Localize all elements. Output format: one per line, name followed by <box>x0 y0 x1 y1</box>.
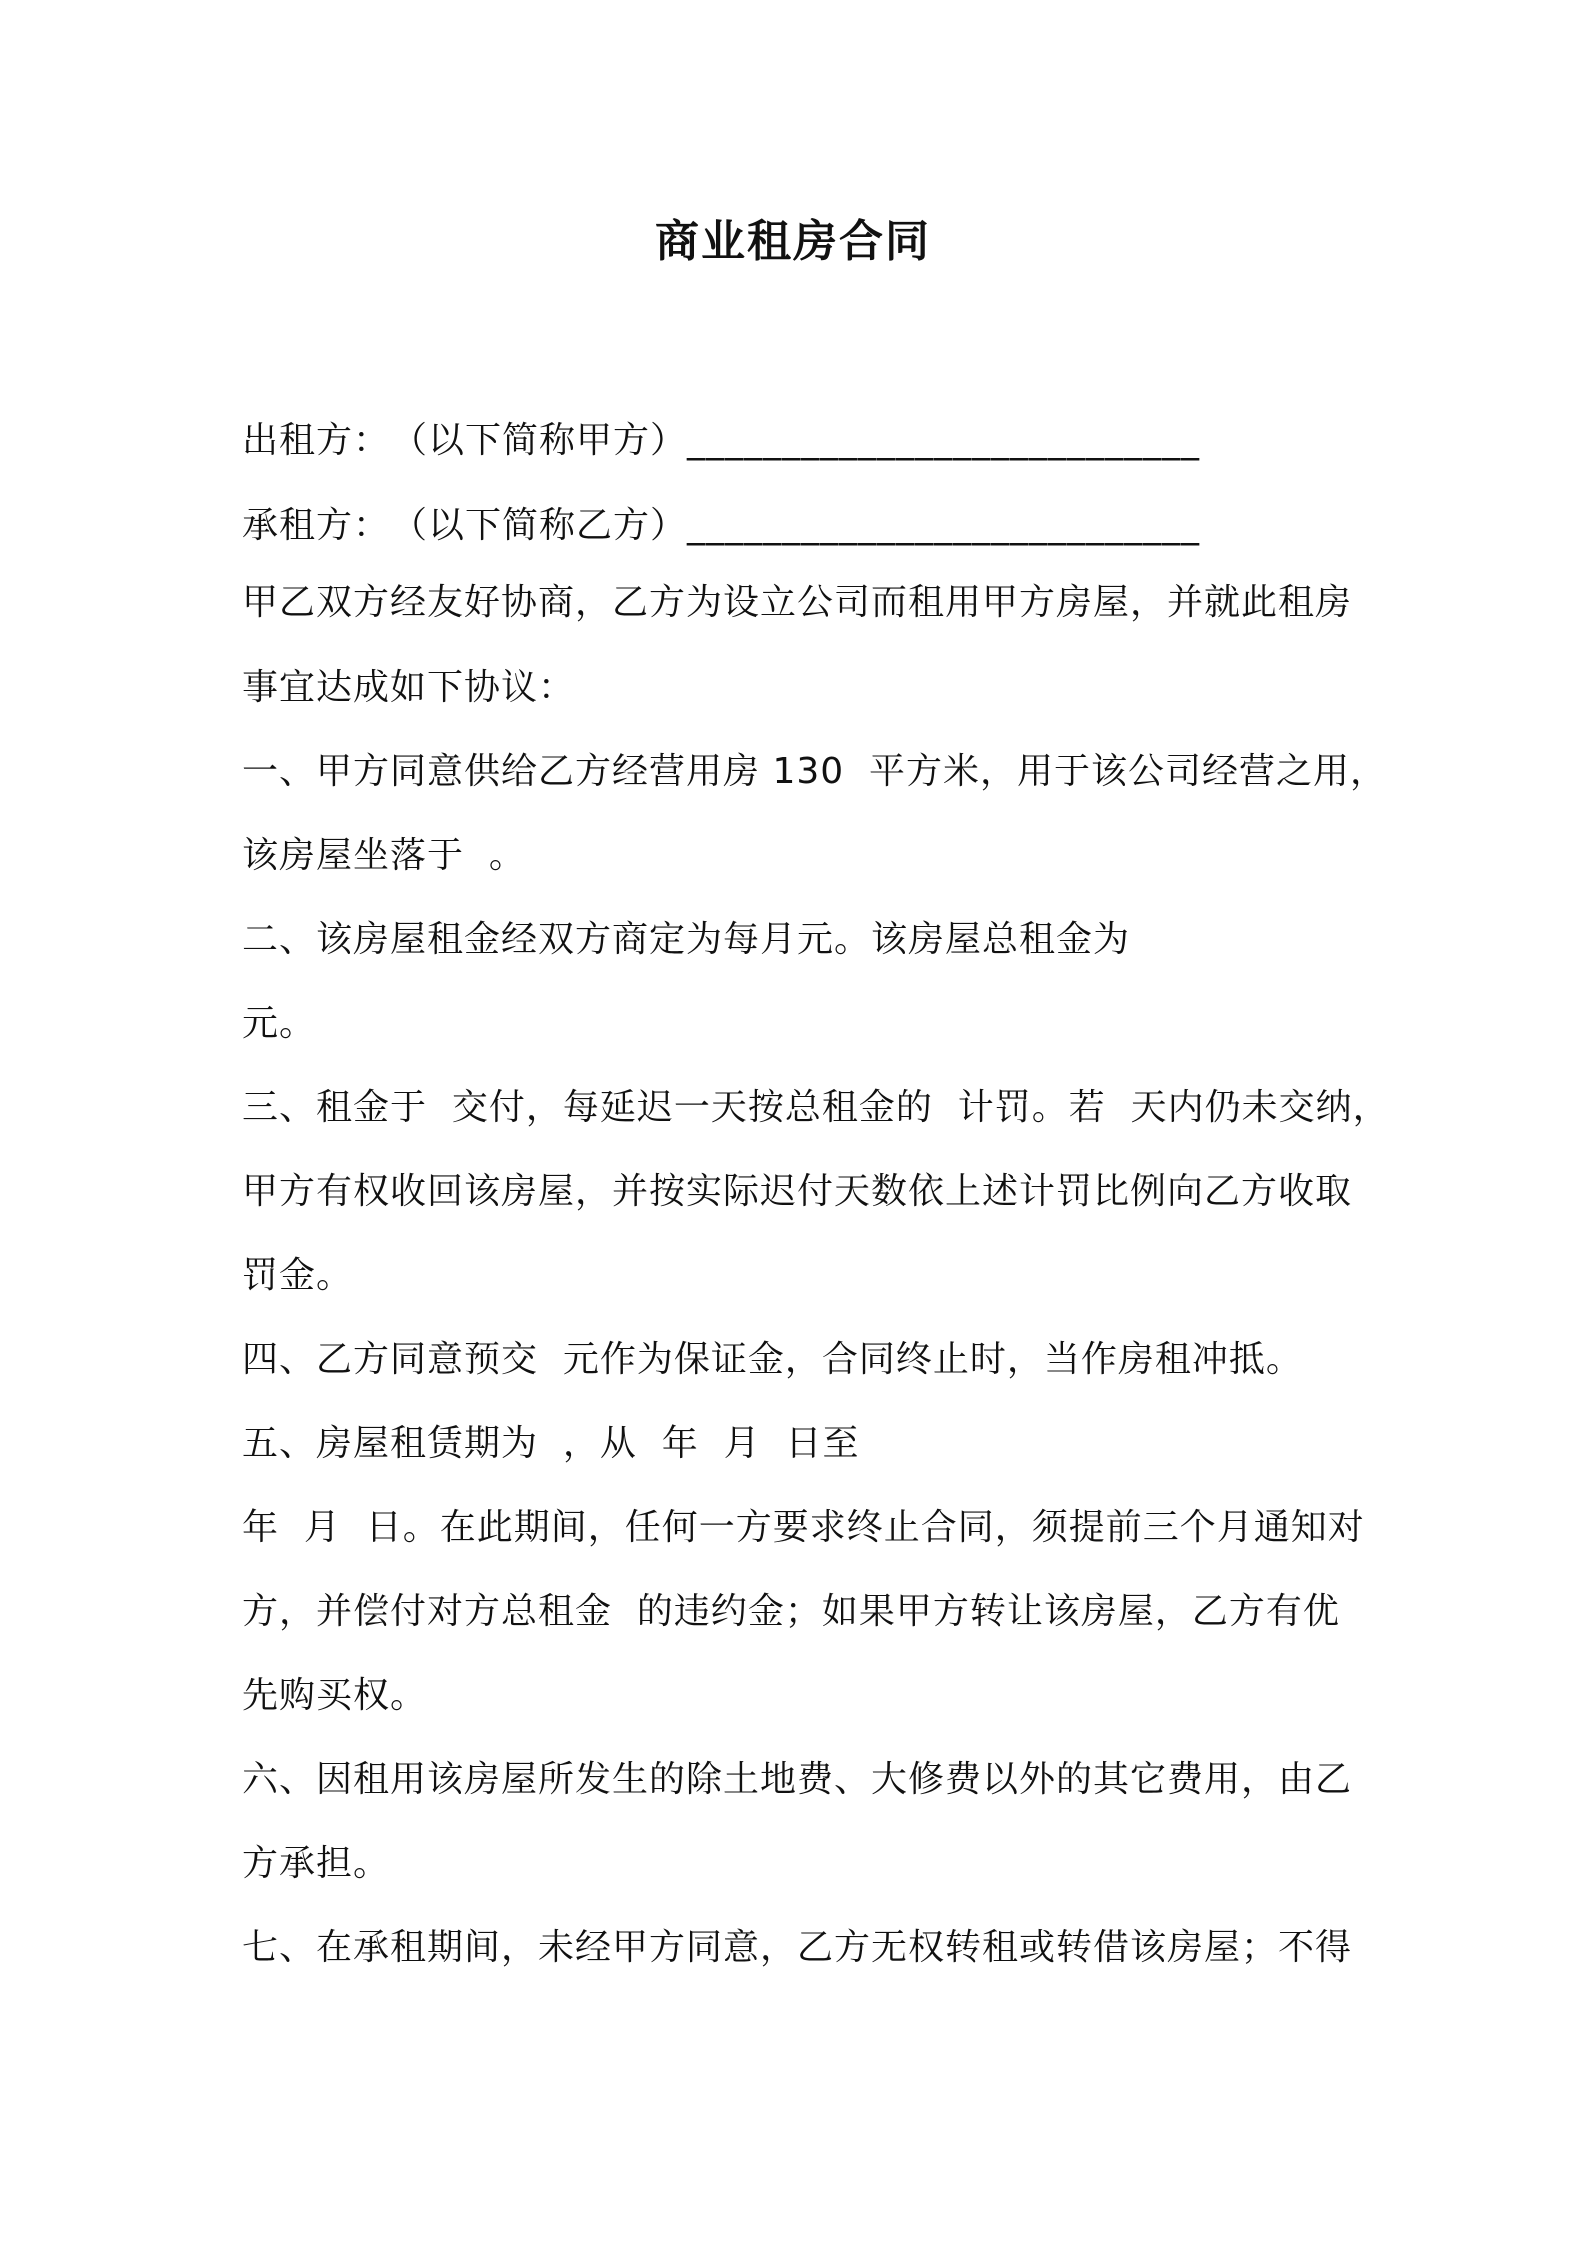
body-line: 元。 <box>242 1003 317 1044</box>
body-line: 该房屋坐落于 。 <box>242 835 526 876</box>
party-b-line: 承租方： （以下简称乙方）___________________________ <box>242 505 1201 546</box>
body-line: 先购买权。 <box>242 1675 428 1716</box>
body-line: 事宜达成如下协议： <box>242 667 576 708</box>
clause-4-line: 四、乙方同意预交 元作为保证金，合同终止时，当作房租冲抵。 <box>242 1339 1303 1380</box>
body-line: 方，并偿付对方总租金 的违约金；如果甲方转让该房屋，乙方有优 <box>242 1591 1340 1632</box>
body-line: 年 月 日。在此期间，任何一方要求终止合同，须提前三个月通知对 <box>242 1507 1365 1548</box>
clause-6-line: 六、因租用该房屋所发生的除土地费、大修费以外的其它费用，由乙 <box>242 1759 1353 1800</box>
clause-7-line: 七、在承租期间，未经甲方同意，乙方无权转租或转借该房屋；不得 <box>242 1927 1353 1968</box>
party-a-line: 出租方： （以下简称甲方）___________________________ <box>242 420 1201 461</box>
clause-2-line: 二、该房屋租金经双方商定为每月元。该房屋总租金为 <box>242 919 1131 960</box>
body-line: 甲方有权收回该房屋，并按实际迟付天数依上述计罚比例向乙方收取 <box>242 1171 1353 1212</box>
body-line: 方承担。 <box>242 1843 391 1884</box>
body-line: 罚金。 <box>242 1255 354 1296</box>
body-line: 甲乙双方经友好协商，乙方为设立公司而租用甲方房屋，并就此租房 <box>242 582 1353 623</box>
clause-1-line: 一、甲方同意供给乙方经营用房 130 平方米，用于该公司经营之用， <box>242 751 1388 792</box>
clause-5-line: 五、房屋租赁期为 ，从 年 月 日至 <box>242 1423 860 1464</box>
document-title: 商业租房合同 <box>655 216 931 267</box>
clause-3-line: 三、租金于 交付，每延迟一天按总租金的 计罚。若 天内仍未交纳， <box>242 1087 1390 1128</box>
